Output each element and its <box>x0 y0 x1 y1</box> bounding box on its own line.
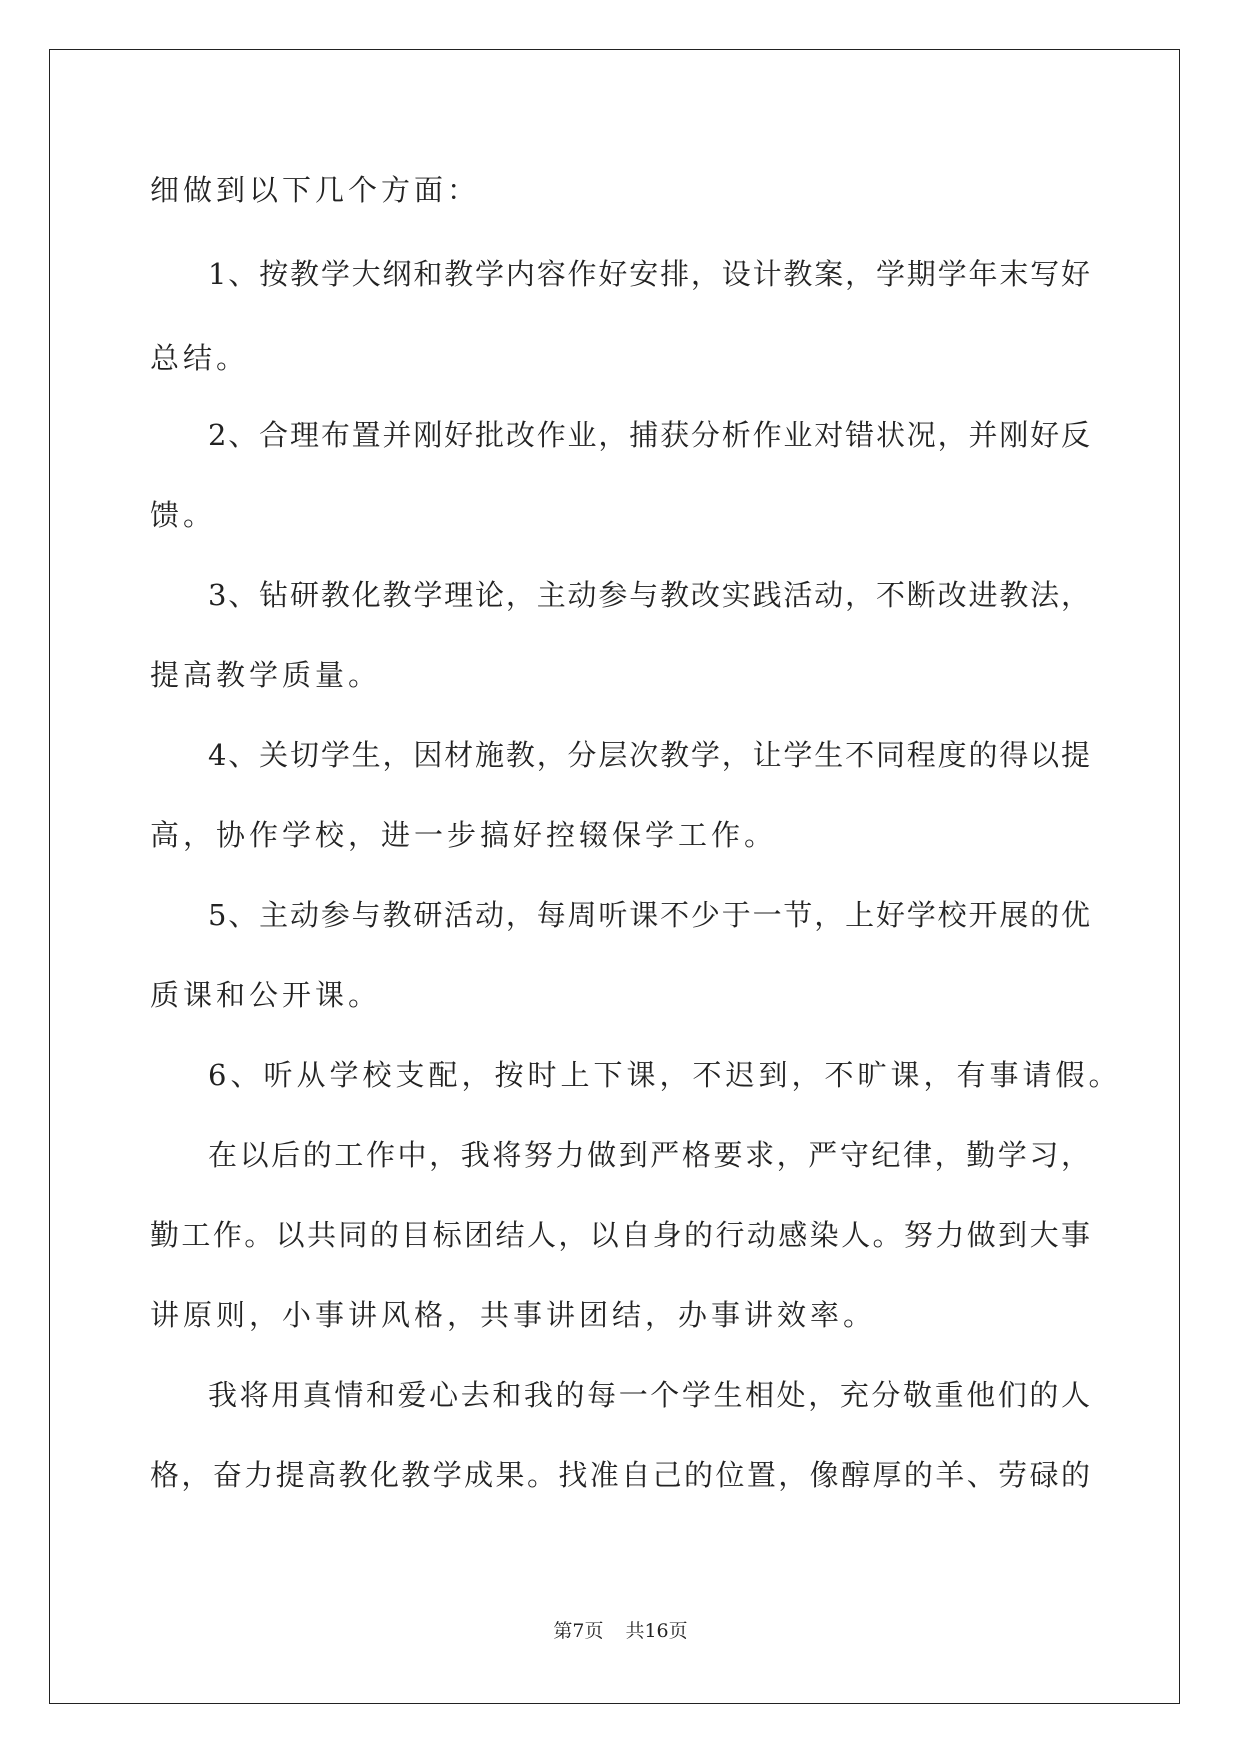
page-footer <box>0 1619 1241 1643</box>
text-line: 4、关切学生，因材施教，分层次教学，让学生不同程度的得以提 <box>208 738 1090 772</box>
text-line: 勤工作。以共同的目标团结人，以自身的行动感染人。努力做到大事 <box>150 1218 1090 1252</box>
text-line: 在以后的工作中，我将努力做到严格要求，严守纪律，勤学习， <box>208 1138 1090 1172</box>
text-line: 我将用真情和爱心去和我的每一个学生相处，充分敬重他们的人 <box>208 1378 1090 1412</box>
text-line: 讲原则，小事讲风格，共事讲团结，办事讲效率。 <box>150 1298 877 1332</box>
text-line: 质课和公开课。 <box>150 978 382 1012</box>
text-line: 格，奋力提高教化教学成果。找准自己的位置，像醇厚的羊、劳碌的 <box>150 1458 1090 1492</box>
text-line: 6、听从学校支配，按时上下课，不迟到，不旷课，有事请假。 <box>208 1058 1122 1092</box>
page-number-total: 共16页 <box>625 1620 688 1642</box>
text-line: 总结。 <box>150 341 250 375</box>
text-line: 高，协作学校，进一步搞好控辍保学工作。 <box>150 818 778 852</box>
page-border <box>49 49 1180 1704</box>
text-line: 3、钻研教化教学理论，主动参与教改实践活动，不断改进教法， <box>208 578 1090 612</box>
page-number-current: 第7页 <box>553 1620 604 1642</box>
text-line: 馈。 <box>150 498 217 532</box>
text-line: 提高教学质量。 <box>150 658 382 692</box>
text-line: 2、合理布置并刚好批改作业，捕获分析作业对错状况，并刚好反 <box>208 418 1090 452</box>
text-line: 1、按教学大纲和教学内容作好安排，设计教案，学期学年末写好 <box>208 257 1090 291</box>
text-line: 细做到以下几个方面： <box>150 173 481 207</box>
text-line: 5、主动参与教研活动，每周听课不少于一节，上好学校开展的优 <box>208 898 1090 932</box>
